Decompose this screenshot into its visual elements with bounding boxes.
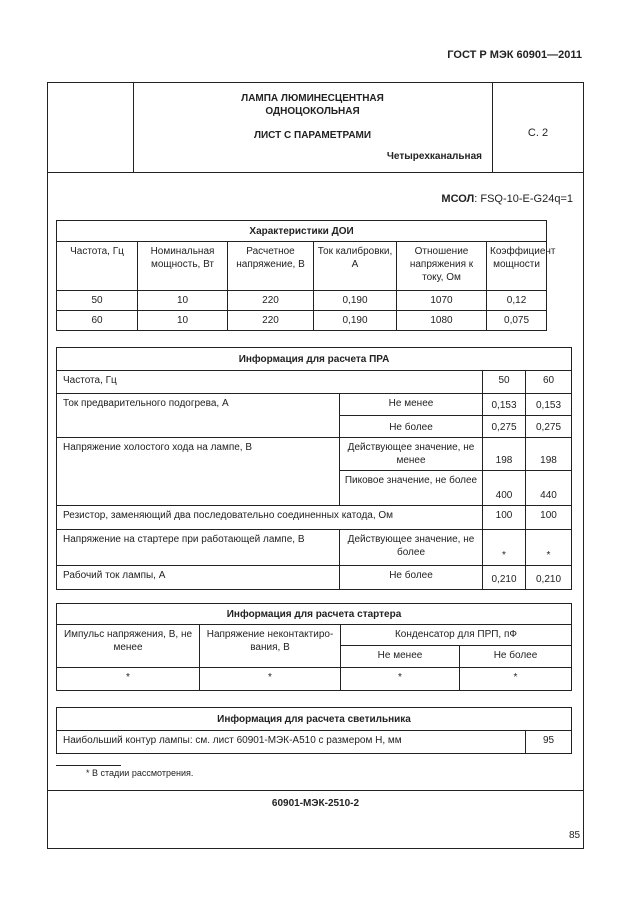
table-row [57, 311, 547, 331]
table-title: Характеристики ДОИ [57, 221, 547, 242]
column-header: Напряжение неконтактиро-вания, В [200, 625, 341, 668]
table-row [57, 668, 572, 691]
divider [47, 790, 584, 791]
row-label: Ток предварительного подогрева, А [57, 394, 340, 438]
cell: 0,275 [483, 416, 526, 438]
msol-label: МСОЛ [441, 193, 475, 205]
row-label: Рабочий ток лампы, А [57, 566, 340, 590]
column-header: Конденсатор для ПРП, пФ [341, 625, 572, 646]
sub-label: Не менее [340, 394, 483, 416]
column-header: Расчетное напряжение, В [228, 242, 314, 291]
cell: 50 [57, 291, 138, 311]
cell: 0,210 [483, 566, 526, 590]
cell: 220 [228, 311, 314, 331]
cell: 0,153 [526, 394, 572, 416]
cell: 100 [526, 506, 572, 530]
cell: 10 [138, 311, 228, 331]
sub-label: Действующее значение, не более [340, 530, 483, 566]
footnote-rule [56, 765, 121, 766]
cell: * [460, 668, 572, 691]
column-header: Отношение напряжения к току, Ом [397, 242, 487, 291]
column-header: Не более [460, 646, 572, 668]
sub-label: Не более [340, 566, 483, 590]
title-line: ЛАМПА ЛЮМИНЕСЦЕНТНАЯ [241, 93, 384, 104]
luminaire-table [56, 707, 572, 754]
cell: 0,190 [314, 291, 397, 311]
standard-code: ГОСТ Р МЭК 60901—2011 [447, 49, 582, 61]
starter-table [56, 603, 572, 691]
cell: * [200, 668, 341, 691]
column-header: Ток калибровки, А [314, 242, 397, 291]
cell: 1070 [397, 291, 487, 311]
sub-label: Действующее значение, не менее [340, 438, 483, 471]
cell: 0,12 [487, 291, 547, 311]
cell: 10 [138, 291, 228, 311]
row-label: Наибольший контур лампы: см. лист 60901-МЭК-А510 с размером H, мм [57, 731, 526, 754]
cell: 440 [526, 471, 572, 506]
sheet-code: 60901-МЭК-2510-2 [271, 798, 360, 809]
cell: 50 [483, 371, 526, 394]
table-row [57, 291, 547, 311]
column-header: Частота, Гц [57, 242, 138, 291]
table-title: Информация для расчета светильника [57, 708, 572, 731]
cell: * [526, 530, 572, 566]
cell: 100 [483, 506, 526, 530]
cell: 0,190 [314, 311, 397, 331]
sheet-title: ЛИСТ С ПАРАМЕТРАМИ [253, 130, 372, 141]
row-label: Частота, Гц [57, 371, 483, 394]
cell: 198 [483, 438, 526, 471]
cell: 220 [228, 291, 314, 311]
cell: * [341, 668, 460, 691]
row-label: Напряжение холостого хода на лампе, В [57, 438, 340, 506]
doi-table [56, 220, 556, 331]
document-title [133, 92, 492, 118]
column-header: Коэффициент мощности [487, 242, 547, 291]
lamp-type: Четырехканальная [386, 151, 482, 162]
sub-label: Не более [340, 416, 483, 438]
table-title: Информация для расчета ПРА [57, 348, 572, 371]
cell: 400 [483, 471, 526, 506]
divider [47, 172, 584, 173]
cell: 0,210 [526, 566, 572, 590]
column-header: Номинальная мощность, Вт [138, 242, 228, 291]
footnote: * В стадии рассмотрения. [86, 768, 194, 778]
msol-value: : FSQ-10-E-G24q=1 [474, 193, 573, 205]
row-label: Напряжение на стартере при работающей лампе, В [57, 530, 340, 566]
cell: 1080 [397, 311, 487, 331]
msol-code [441, 193, 573, 205]
cell: 95 [526, 731, 572, 754]
table-title: Информация для расчета стартера [57, 604, 572, 625]
row-label: Резистор, заменяющий два последовательно соединенных катода, Ом [57, 506, 483, 530]
sub-label: Пиковое значение, не более [340, 471, 483, 506]
cell: 60 [57, 311, 138, 331]
page-number: 85 [569, 830, 581, 841]
cell: * [57, 668, 200, 691]
title-line: ОДНОЦОКОЛЬНАЯ [265, 106, 360, 117]
column-header: Не менее [341, 646, 460, 668]
pra-table [56, 347, 572, 590]
cell: 0,153 [483, 394, 526, 416]
column-header: Импульс напряжения, В, не менее [57, 625, 200, 668]
cell: 60 [526, 371, 572, 394]
cell: 0,075 [487, 311, 547, 331]
cell: * [483, 530, 526, 566]
cell: 0,275 [526, 416, 572, 438]
cell: 198 [526, 438, 572, 471]
sheet-page: С. 2 [527, 127, 549, 139]
